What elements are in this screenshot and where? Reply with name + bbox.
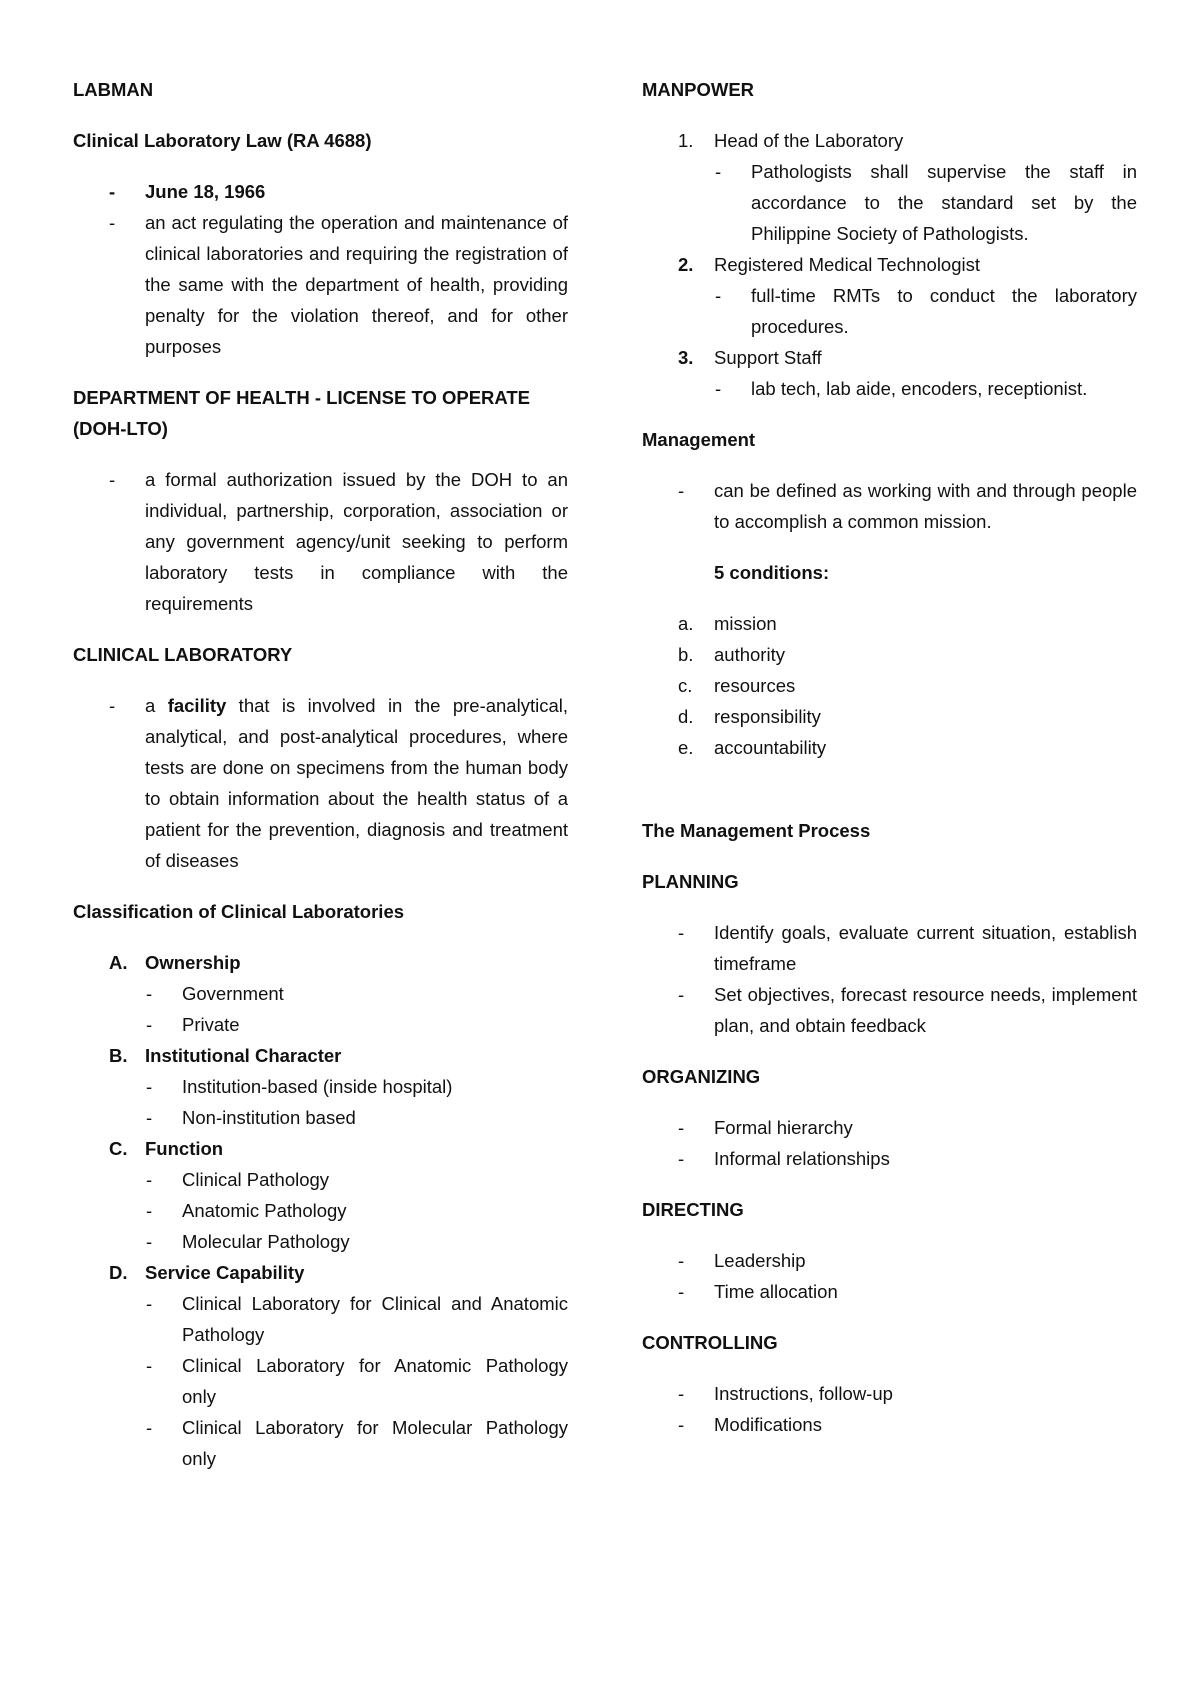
manpower-item [642, 125, 1137, 156]
class-service-items [73, 1288, 568, 1474]
condition-item [642, 639, 1137, 670]
planning-list [642, 917, 1137, 1041]
manpower-heading: MANPOWER [642, 79, 755, 100]
list-marker: C. [109, 1138, 128, 1159]
right-column [642, 74, 1137, 1440]
list-marker: 2. [678, 254, 694, 275]
definition-prefix: a [145, 695, 168, 716]
directing-heading: DIRECTING [642, 1199, 744, 1220]
manpower-sub [642, 280, 1137, 342]
classification-list [73, 947, 568, 1474]
management-definition: - can be defined as working with and through people to accomplish a common mission. [642, 475, 1137, 537]
class-label: Function [145, 1138, 224, 1159]
list-item: - Anatomic Pathology [73, 1195, 568, 1226]
management-list [642, 475, 1137, 537]
doh-lto-list [73, 464, 568, 619]
class-function [73, 1133, 568, 1164]
class-label: Institutional Character [145, 1045, 342, 1066]
class-institutional-items [73, 1071, 568, 1133]
controlling-list [642, 1378, 1137, 1440]
list-marker: A. [109, 952, 128, 973]
list-item: - Set objectives, forecast resource needs, implement plan, and obtain feedback [642, 979, 1137, 1041]
list-item: - Institution-based (inside hospital) [73, 1071, 568, 1102]
condition-item [642, 732, 1137, 763]
list-item: - Molecular Pathology [73, 1226, 568, 1257]
list-item: - Clinical Laboratory for Anatomic Pathology only [73, 1350, 568, 1412]
list-marker: 3. [678, 347, 694, 368]
condition-label: mission [714, 613, 777, 634]
controlling-heading: CONTROLLING [642, 1332, 778, 1353]
condition-label: responsibility [714, 706, 821, 727]
class-label: Ownership [145, 952, 241, 973]
list-item: - Non-institution based [73, 1102, 568, 1133]
planning-heading: PLANNING [642, 871, 739, 892]
management-heading: Management [642, 429, 756, 450]
manpower-item [642, 249, 1137, 280]
condition-item [642, 670, 1137, 701]
manpower-sub [642, 156, 1137, 249]
condition-label: resources [714, 675, 796, 696]
management-process-heading: The Management Process [642, 820, 871, 841]
list-item: - lab tech, lab aide, encoders, receptionist. [642, 373, 1137, 404]
definition-keyword: facility [167, 695, 227, 716]
class-ownership [73, 947, 568, 978]
list-marker: c. [678, 675, 693, 696]
list-marker: d. [678, 706, 694, 727]
class-institutional-character [73, 1040, 568, 1071]
manpower-list [642, 125, 1137, 404]
law-list [73, 176, 568, 362]
clinical-laboratory-heading: CLINICAL LABORATORY [73, 644, 293, 665]
list-item: - Formal hierarchy [642, 1112, 1137, 1143]
law-heading: Clinical Laboratory Law (RA 4688) [73, 130, 372, 151]
list-item: - Instructions, follow-up [642, 1378, 1137, 1409]
condition-item [642, 701, 1137, 732]
document-title: LABMAN [73, 79, 154, 100]
list-item: - Leadership [642, 1245, 1137, 1276]
list-marker: a. [678, 613, 694, 634]
class-function-items [73, 1164, 568, 1257]
clinical-laboratory-definition [73, 690, 568, 876]
law-date: - June 18, 1966 [73, 176, 568, 207]
class-service-capability [73, 1257, 568, 1288]
definition-body: that is involved in the pre-analytical, analytical, and post-analytical procedures, where tests are done on specimens from the human body to obtain information about the health status of a patient for the prevention, diagnosis and treatment of diseases [145, 695, 568, 871]
doh-lto-definition: - a formal authorization issued by the DOH to an individual, partnership, corporation, association or any government agency/unit seeking to perform laboratory tests in compliance with the requirements [73, 464, 568, 619]
list-marker: D. [109, 1262, 128, 1283]
manpower-item [642, 342, 1137, 373]
list-marker: b. [678, 644, 694, 665]
manpower-label: Support Staff [714, 347, 822, 368]
law-description: - an act regulating the operation and maintenance of clinical laboratories and requiring the registration of the same with the department of health, providing penalty for the violation thereof, and for other purposes [73, 207, 568, 362]
list-item: - Clinical Pathology [73, 1164, 568, 1195]
list-marker: 1. [678, 130, 694, 151]
class-ownership-items [73, 978, 568, 1040]
list-item: - Modifications [642, 1409, 1137, 1440]
list-marker: B. [109, 1045, 128, 1066]
manpower-label: Registered Medical Technologist [714, 254, 981, 275]
manpower-sub [642, 373, 1137, 404]
left-column [73, 74, 568, 1474]
list-marker: e. [678, 737, 694, 758]
list-item: - Clinical Laboratory for Molecular Pathology only [73, 1412, 568, 1474]
directing-list [642, 1245, 1137, 1307]
list-item: - Time allocation [642, 1276, 1137, 1307]
clinical-laboratory-list [73, 690, 568, 876]
conditions-list [642, 608, 1137, 763]
list-item: - Government [73, 978, 568, 1009]
organizing-heading: ORGANIZING [642, 1066, 761, 1087]
organizing-list [642, 1112, 1137, 1174]
condition-label: authority [714, 644, 785, 665]
list-item: - full-time RMTs to conduct the laboratory procedures. [642, 280, 1137, 342]
list-item: - Clinical Laboratory for Clinical and Anatomic Pathology [73, 1288, 568, 1350]
list-item: - Private [73, 1009, 568, 1040]
list-item: - Pathologists shall supervise the staff in accordance to the standard set by the Philippine Society of Pathologists. [642, 156, 1137, 249]
doh-lto-heading: DEPARTMENT OF HEALTH - LICENSE TO OPERATE (DOH-LTO) [73, 387, 531, 439]
class-label: Service Capability [145, 1262, 305, 1283]
manpower-label: Head of the Laboratory [714, 130, 904, 151]
list-item: - Informal relationships [642, 1143, 1137, 1174]
list-item: - Identify goals, evaluate current situation, establish timeframe [642, 917, 1137, 979]
condition-item [642, 608, 1137, 639]
condition-label: accountability [714, 737, 827, 758]
conditions-label: 5 conditions: [714, 562, 830, 583]
classification-heading: Classification of Clinical Laboratories [73, 901, 405, 922]
